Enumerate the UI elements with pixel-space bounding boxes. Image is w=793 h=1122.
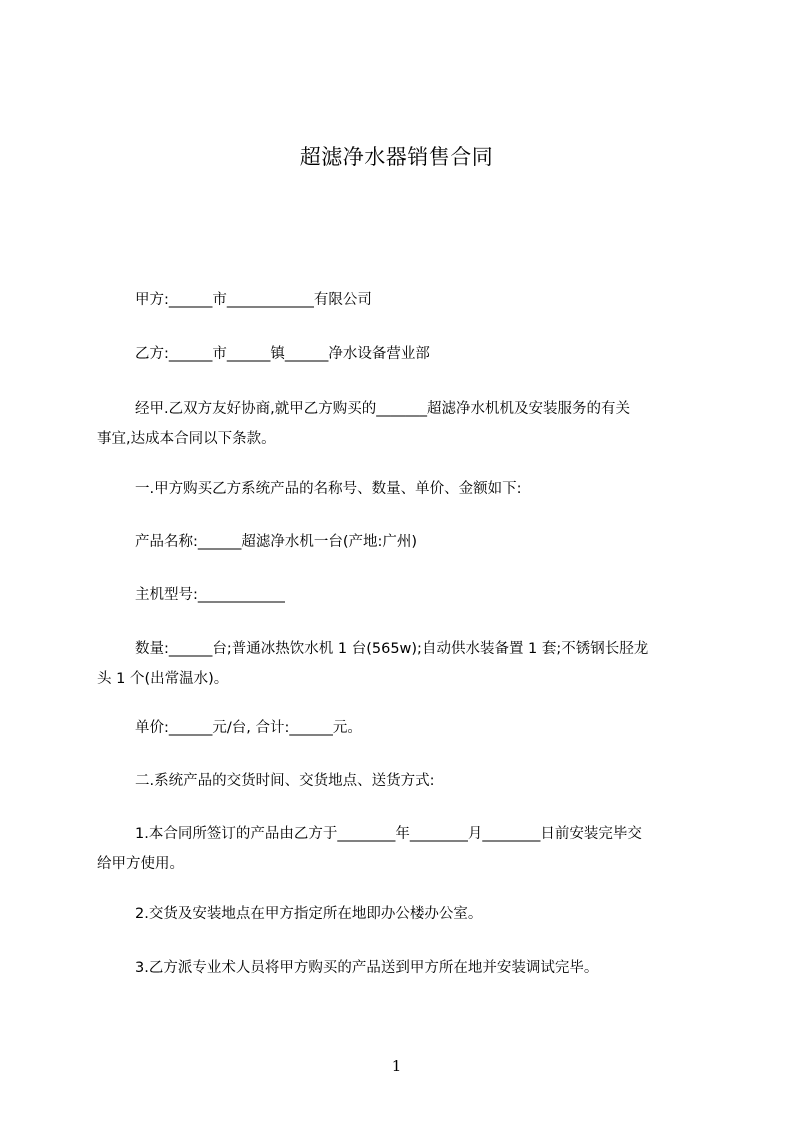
party-b-line: 乙方:______市______镇______净水设备营业部 bbox=[135, 346, 430, 362]
intro-line-1: 经甲.乙双方友好协商,就甲乙方购买的_______超滤净水机机及安装服务的有关 bbox=[135, 401, 630, 417]
clause-2-line: 2.交货及安装地点在甲方指定所在地即办公楼办公室。 bbox=[135, 906, 483, 922]
intro-paragraph bbox=[97, 394, 715, 454]
section-1-heading: 一.甲方购买乙方系统产品的名称号、数量、单价、金额如下: bbox=[135, 481, 522, 497]
clause-1-line-2: 给甲方使用。 bbox=[97, 856, 184, 872]
section-2-heading: 二.系统产品的交货时间、交货地点、送货方式: bbox=[135, 773, 435, 789]
page-number: 1 bbox=[391, 1057, 402, 1075]
quantity-paragraph bbox=[97, 634, 715, 694]
quantity-line-1: 数量:______台;普通冰热饮水机 1 台(565w);自动供水装备置 1 套;不锈钢长胫龙 bbox=[135, 641, 649, 657]
product-name-line: 产品名称:______超滤净水机一台(产地:广州) bbox=[135, 534, 418, 550]
clause-3-line: 3.乙方派专业术人员将甲方购买的产品送到甲方所在地并安装调试完毕。 bbox=[135, 960, 599, 976]
price-line: 单价:______元/台, 合计:______元。 bbox=[135, 720, 362, 736]
clause-1-line-1: 1.本合同所签订的产品由乙方于________年________月________日前安装完毕交 bbox=[135, 826, 642, 842]
clause-1-paragraph bbox=[97, 819, 715, 879]
quantity-line-2: 头 1 个(出常温水)。 bbox=[97, 671, 229, 687]
party-a-line: 甲方:______市____________有限公司 bbox=[135, 292, 372, 308]
document-title: 超滤净水器销售合同 bbox=[299, 145, 494, 169]
intro-line-2: 事宜,达成本合同以下条款。 bbox=[97, 431, 276, 447]
model-line: 主机型号:____________ bbox=[135, 587, 285, 603]
